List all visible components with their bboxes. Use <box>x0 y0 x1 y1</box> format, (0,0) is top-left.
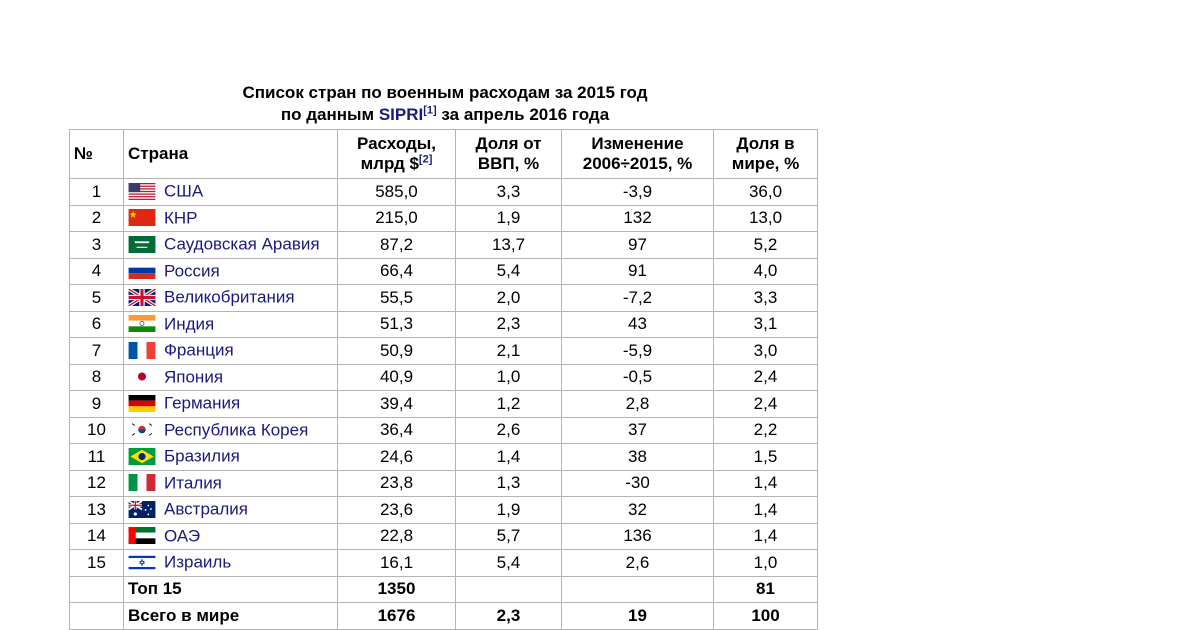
total-change-cell <box>562 576 714 603</box>
rank-cell: 11 <box>70 444 124 471</box>
china-flag-icon[interactable] <box>128 209 158 228</box>
rank-cell: 5 <box>70 285 124 312</box>
change-cell: 132 <box>562 205 714 232</box>
country-cell <box>124 205 338 232</box>
table-row <box>70 285 818 312</box>
world-share-cell: 2,4 <box>714 364 818 391</box>
gdp-share-cell: 1,4 <box>456 444 562 471</box>
rank-cell: 12 <box>70 470 124 497</box>
gdp-share-cell: 2,0 <box>456 285 562 312</box>
world-share-cell: 4,0 <box>714 258 818 285</box>
country-link[interactable]: США <box>164 182 204 201</box>
rank-cell: 3 <box>70 232 124 259</box>
total-world-share-cell: 81 <box>714 576 818 603</box>
total-gdp-share-cell: 2,3 <box>456 603 562 630</box>
rank-cell: 10 <box>70 417 124 444</box>
table-row <box>70 179 818 206</box>
total-row <box>70 576 818 603</box>
spending-cell: 23,8 <box>338 470 456 497</box>
spending-cell: 39,4 <box>338 391 456 418</box>
table-row <box>70 391 818 418</box>
world-share-cell: 1,4 <box>714 523 818 550</box>
total-spending-cell: 1676 <box>338 603 456 630</box>
change-cell: 32 <box>562 497 714 524</box>
uae-flag-icon[interactable] <box>128 527 158 546</box>
change-cell: -7,2 <box>562 285 714 312</box>
total-label: Топ 15 <box>124 576 338 603</box>
gdp-share-cell: 1,9 <box>456 205 562 232</box>
spending-cell: 215,0 <box>338 205 456 232</box>
caption-suffix: за апрель 2016 года <box>436 105 610 124</box>
saudi-arabia-flag-icon[interactable] <box>128 236 158 255</box>
gdp-share-cell: 3,3 <box>456 179 562 206</box>
header-row <box>70 130 818 179</box>
world-share-cell: 1,5 <box>714 444 818 471</box>
header-change[interactable]: Изменение 2006÷2015, % <box>562 130 714 179</box>
country-cell <box>124 285 338 312</box>
world-share-cell: 1,4 <box>714 497 818 524</box>
gdp-share-cell: 1,3 <box>456 470 562 497</box>
country-cell <box>124 523 338 550</box>
spending-cell: 40,9 <box>338 364 456 391</box>
table-row <box>70 550 818 577</box>
rank-cell: 7 <box>70 338 124 365</box>
change-cell: -30 <box>562 470 714 497</box>
spending-cell: 585,0 <box>338 179 456 206</box>
spending-cell: 55,5 <box>338 285 456 312</box>
india-flag-icon[interactable] <box>128 315 158 334</box>
table-row <box>70 258 818 285</box>
japan-flag-icon[interactable] <box>128 368 158 387</box>
usa-flag-icon[interactable] <box>128 183 158 202</box>
russia-flag-icon[interactable] <box>128 262 158 281</box>
empty-cell <box>70 603 124 630</box>
rank-cell: 14 <box>70 523 124 550</box>
world-share-cell: 1,0 <box>714 550 818 577</box>
world-share-cell: 13,0 <box>714 205 818 232</box>
change-cell: 37 <box>562 417 714 444</box>
table-row <box>70 470 818 497</box>
total-row <box>70 603 818 630</box>
gdp-share-cell: 1,2 <box>456 391 562 418</box>
spending-cell: 22,8 <box>338 523 456 550</box>
world-share-cell: 5,2 <box>714 232 818 259</box>
country-link[interactable]: Австралия <box>164 500 248 519</box>
header-country[interactable]: Страна <box>124 130 338 179</box>
country-cell <box>124 444 338 471</box>
header-gdp-share[interactable]: Доля от ВВП, % <box>456 130 562 179</box>
rank-cell: 6 <box>70 311 124 338</box>
change-cell: 91 <box>562 258 714 285</box>
gdp-share-cell: 2,6 <box>456 417 562 444</box>
country-cell <box>124 179 338 206</box>
south-korea-flag-icon[interactable] <box>128 421 158 440</box>
country-link[interactable]: Индия <box>164 314 215 334</box>
gdp-share-cell: 5,4 <box>456 258 562 285</box>
spending-cell: 50,9 <box>338 338 456 365</box>
military-spending-table <box>69 129 818 630</box>
country-cell <box>124 364 338 391</box>
country-cell <box>124 232 338 259</box>
table-body <box>70 179 818 630</box>
rank-cell: 8 <box>70 364 124 391</box>
gdp-share-cell: 2,3 <box>456 311 562 338</box>
country-link[interactable]: ОАЭ <box>164 526 201 546</box>
sipri-link[interactable]: SIPRI <box>378 105 424 124</box>
rank-cell: 13 <box>70 497 124 524</box>
france-flag-icon[interactable] <box>128 342 158 361</box>
table-row <box>70 417 818 444</box>
country-link[interactable]: Бразилия <box>164 447 240 466</box>
total-change-cell: 19 <box>562 603 714 630</box>
country-link[interactable]: Япония <box>164 367 224 387</box>
country-link[interactable]: Италия <box>164 473 222 493</box>
change-cell: -3,9 <box>562 179 714 206</box>
spending-cell: 36,4 <box>338 417 456 444</box>
change-cell: 2,8 <box>562 391 714 418</box>
israel-flag-icon[interactable] <box>128 554 158 573</box>
total-world-share-cell: 100 <box>714 603 818 630</box>
spending-cell: 66,4 <box>338 258 456 285</box>
total-spending-cell: 1350 <box>338 576 456 603</box>
table-row <box>70 523 818 550</box>
change-cell: 2,6 <box>562 550 714 577</box>
country-link[interactable]: КНР <box>164 208 198 228</box>
country-cell <box>124 338 338 365</box>
country-cell <box>124 497 338 524</box>
spending-cell: 24,6 <box>338 444 456 471</box>
header-num[interactable]: № <box>70 130 124 179</box>
world-share-cell: 2,4 <box>714 391 818 418</box>
change-cell: 38 <box>562 444 714 471</box>
spending-reference-link[interactable]: [2] <box>418 153 433 166</box>
rank-cell: 2 <box>70 205 124 232</box>
gdp-share-cell: 1,9 <box>456 497 562 524</box>
gdp-share-cell: 5,4 <box>456 550 562 577</box>
table-row <box>70 205 818 232</box>
rank-cell: 15 <box>70 550 124 577</box>
change-cell: 136 <box>562 523 714 550</box>
table-row <box>70 364 818 391</box>
germany-flag-icon[interactable] <box>128 395 158 414</box>
italy-flag-icon[interactable] <box>128 474 158 493</box>
caption-line-1: Список стран по военным расходам за 2015 год <box>242 83 648 102</box>
caption-prefix: по данным <box>280 105 379 124</box>
gdp-share-cell: 5,7 <box>456 523 562 550</box>
total-gdp-share-cell <box>456 576 562 603</box>
country-link[interactable]: Великобритания <box>164 288 295 307</box>
gdp-share-cell: 13,7 <box>456 232 562 259</box>
world-share-cell: 3,0 <box>714 338 818 365</box>
empty-cell <box>70 576 124 603</box>
country-link[interactable]: Германия <box>164 394 241 413</box>
table-caption <box>70 82 820 126</box>
country-link[interactable]: Саудовская Аравия <box>164 235 320 254</box>
table-row <box>70 444 818 471</box>
gdp-share-cell: 1,0 <box>456 364 562 391</box>
table-row <box>70 497 818 524</box>
country-link[interactable]: Израиль <box>164 553 232 572</box>
world-share-cell: 36,0 <box>714 179 818 206</box>
country-cell <box>124 550 338 577</box>
country-link[interactable]: Франция <box>164 341 234 360</box>
spending-cell: 87,2 <box>338 232 456 259</box>
world-share-cell: 1,4 <box>714 470 818 497</box>
table-row <box>70 232 818 259</box>
change-cell: 43 <box>562 311 714 338</box>
source-reference-link[interactable]: [1] <box>423 104 437 117</box>
total-label: Всего в мире <box>124 603 338 630</box>
country-cell <box>124 391 338 418</box>
spending-cell: 51,3 <box>338 311 456 338</box>
rank-cell: 1 <box>70 179 124 206</box>
table-row <box>70 311 818 338</box>
country-cell <box>124 311 338 338</box>
uk-flag-icon[interactable] <box>128 289 158 308</box>
world-share-cell: 2,2 <box>714 417 818 444</box>
header-spending[interactable]: Расходы, млрд $[2] <box>338 130 456 179</box>
rank-cell: 4 <box>70 258 124 285</box>
australia-flag-icon[interactable] <box>128 501 158 520</box>
world-share-cell: 3,1 <box>714 311 818 338</box>
brazil-flag-icon[interactable] <box>128 448 158 467</box>
rank-cell: 9 <box>70 391 124 418</box>
country-cell <box>124 258 338 285</box>
caption-line-2 <box>70 104 820 126</box>
spending-cell: 23,6 <box>338 497 456 524</box>
country-cell <box>124 417 338 444</box>
country-link[interactable]: Россия <box>164 261 220 281</box>
change-cell: -5,9 <box>562 338 714 365</box>
header-world-share[interactable]: Доля в мире, % <box>714 130 818 179</box>
country-cell <box>124 470 338 497</box>
gdp-share-cell: 2,1 <box>456 338 562 365</box>
world-share-cell: 3,3 <box>714 285 818 312</box>
table-row <box>70 338 818 365</box>
country-link[interactable]: Республика Корея <box>164 420 309 440</box>
change-cell: 97 <box>562 232 714 259</box>
spending-cell: 16,1 <box>338 550 456 577</box>
change-cell: -0,5 <box>562 364 714 391</box>
